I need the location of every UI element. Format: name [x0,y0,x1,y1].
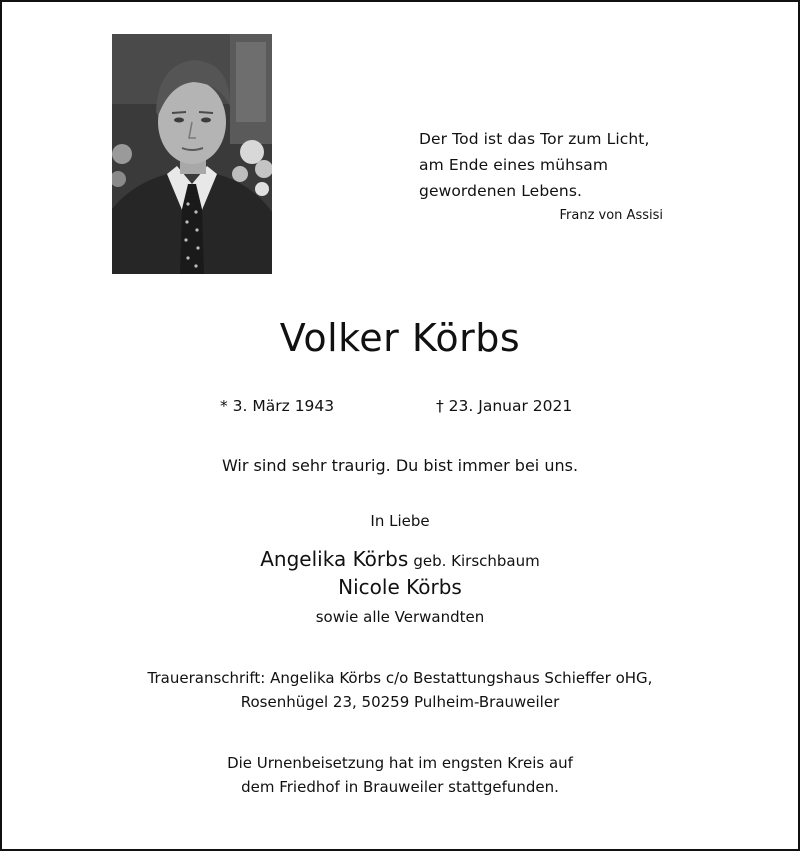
relatives-line: sowie alle Verwandten [315,608,485,626]
deceased-name: Volker Körbs [279,316,521,360]
mourner-second-name: Nicole Körbs [338,575,462,599]
burial-note-line: Die Urnenbeisetzung hat im engsten Kreis auf [227,754,573,772]
quote-line: gewordenen Lebens. [419,182,583,200]
portrait-photo [112,34,272,274]
quote-author: Franz von Assisi [559,208,663,223]
quote-line: Der Tod ist das Tor zum Licht, [419,130,650,148]
birth-date: * 3. März 1943 [220,397,335,415]
portrait-photo-drawing [112,34,272,274]
quote-line: am Ende eines mühsam [419,156,609,174]
mourning-address-line: Traueranschrift: Angelika Körbs c/o Bestattungshaus Schieffer oHG, [147,669,653,687]
quote [419,126,669,204]
mourner-first-maiden-name: geb. Kirschbaum [413,552,540,570]
in-love-intro: In Liebe [370,512,430,530]
mourner-first-name: Angelika Körbs [260,547,409,571]
mourning-address-line: Rosenhügel 23, 50259 Pulheim-Brauweiler [240,693,560,711]
burial-note-line: dem Friedhof in Brauweiler stattgefunden. [241,778,559,796]
mourning-message: Wir sind sehr traurig. Du bist immer bei uns. [221,456,579,475]
death-date: † 23. Januar 2021 [436,397,573,415]
